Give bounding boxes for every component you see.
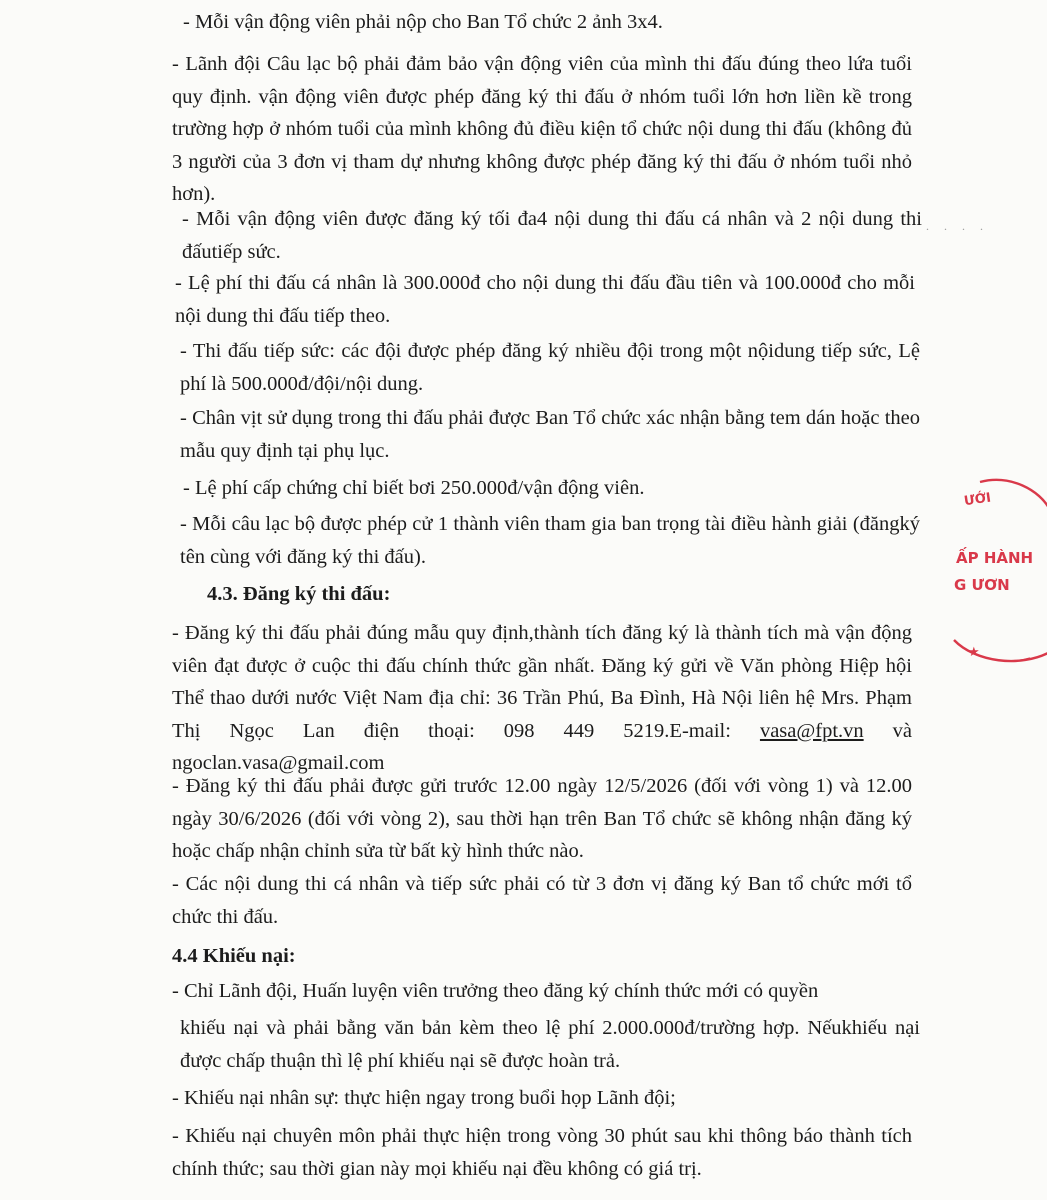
paragraph-min-units: - Các nội dung thi cá nhân và tiếp sức phải có từ 3 đơn vị đăng ký Ban tổ chức mới tổ chức thi đấu.: [172, 873, 912, 928]
email-second: và ngoclan.vasa@gmail.com: [172, 719, 913, 774]
email-link-vasa[interactable]: vasa@fpt.vn: [759, 719, 864, 742]
paragraph-complaint-personnel: - Khiếu nại nhân sự: thực hiện ngay trong buổi họp Lãnh đội;: [172, 1087, 676, 1109]
paragraph-photos: - Mỗi vận động viên phải nộp cho Ban Tổ chức 2 ảnh 3x4.: [183, 11, 663, 33]
stamp-star-icon: ★: [968, 645, 980, 660]
heading-complaints: 4.4 Khiếu nại:: [172, 945, 296, 967]
paragraph-registration-address: [172, 617, 912, 780]
registration-address-text: - Đăng ký thi đấu phải đúng mẫu quy định,thành tích đăng ký là thành tích mà vận động viên đạt được ở cuộc thi đấu chính thức gần nhất. Đăng ký gửi về Văn phòng Hiệp hội Thể thao dưới nước Việt Nam địa chỉ: 36 Trần Phú, Ba Đình, Hà Nội liên hệ Mrs. Phạm Thị Ngọc Lan điện thoại: 098 449 5219.E-mail:: [172, 622, 912, 742]
paragraph-complaint-who: - Chỉ Lãnh đội, Huấn luyện viên trưởng theo đăng ký chính thức mới có quyền: [172, 980, 819, 1002]
stamp-text-mid1: ẤP HÀNH: [956, 549, 1034, 567]
paragraph-age-groups: - Lãnh đội Câu lạc bộ phải đảm bảo vận động viên của mình thi đấu đúng theo lứa tuổi quy định. vận động viên được phép đăng ký thi đấu ở nhóm tuổi lớn hơn liền kề trong trường hợp ở nhóm tuổi của mình không đủ điều kiện tổ chức nội dung thi đấu (không đủ 3 người của 3 đơn vị tham dự nhưng không được phép đăng ký thi đấu ở nhóm tuổi nhỏ hơn).: [172, 53, 912, 205]
paragraph-registration-deadline: - Đăng ký thi đấu phải được gửi trước 12.00 ngày 12/5/2026 (đối với vòng 1) và 12.00 ngày 30/6/2026 (đối với vòng 2), sau thời hạn trên Ban Tổ chức sẽ không nhận đăng ký hoặc chấp nhận chỉnh sửa từ bất kỳ hình thức nào.: [172, 775, 912, 862]
stamp-text-mid2: G ƯƠN: [954, 576, 1010, 594]
margin-scan-dots: . . . .: [926, 219, 989, 233]
paragraph-fins: - Chân vịt sử dụng trong thi đấu phải được Ban Tổ chức xác nhận bằng tem dán hoặc theo mẫu quy định tại phụ lục.: [180, 407, 920, 462]
paragraph-individual-fee: - Lệ phí thi đấu cá nhân là 300.000đ cho nội dung thi đấu đầu tiên và 100.000đ cho mỗi nội dung thi đấu tiếp theo.: [175, 272, 915, 327]
paragraph-relay-fee: - Thi đấu tiếp sức: các đội được phép đăng ký nhiều đội trong một nộidung tiếp sức, Lệ phí là 500.000đ/đội/nội dung.: [180, 340, 920, 395]
heading-registration: 4.3. Đăng ký thi đấu:: [207, 583, 391, 605]
paragraph-event-limit: - Mỗi vận động viên được đăng ký tối đa4 nội dung thi đấu cá nhân và 2 nội dung thi đấutiếp sức.: [182, 208, 922, 263]
paragraph-complaint-technical: - Khiếu nại chuyên môn phải thực hiện trong vòng 30 phút sau khi thông báo thành tích chính thức; sau thời gian này mọi khiếu nại đều không có giá trị.: [172, 1125, 912, 1180]
paragraph-certificate-fee: - Lệ phí cấp chứng chỉ biết bơi 250.000đ/vận động viên.: [183, 477, 645, 499]
red-stamp: [950, 470, 1047, 670]
stamp-text-top: ƯỚI: [963, 490, 992, 510]
paragraph-complaint-fee: khiếu nại và phải bằng văn bản kèm theo lệ phí 2.000.000đ/trường hợp. Nếukhiếu nại được chấp thuận thì lệ phí khiếu nại sẽ được hoàn trả.: [180, 1017, 920, 1072]
paragraph-referee: - Mỗi câu lạc bộ được phép cử 1 thành viên tham gia ban trọng tài điều hành giải (đăngký tên cùng với đăng ký thi đấu).: [180, 513, 920, 568]
